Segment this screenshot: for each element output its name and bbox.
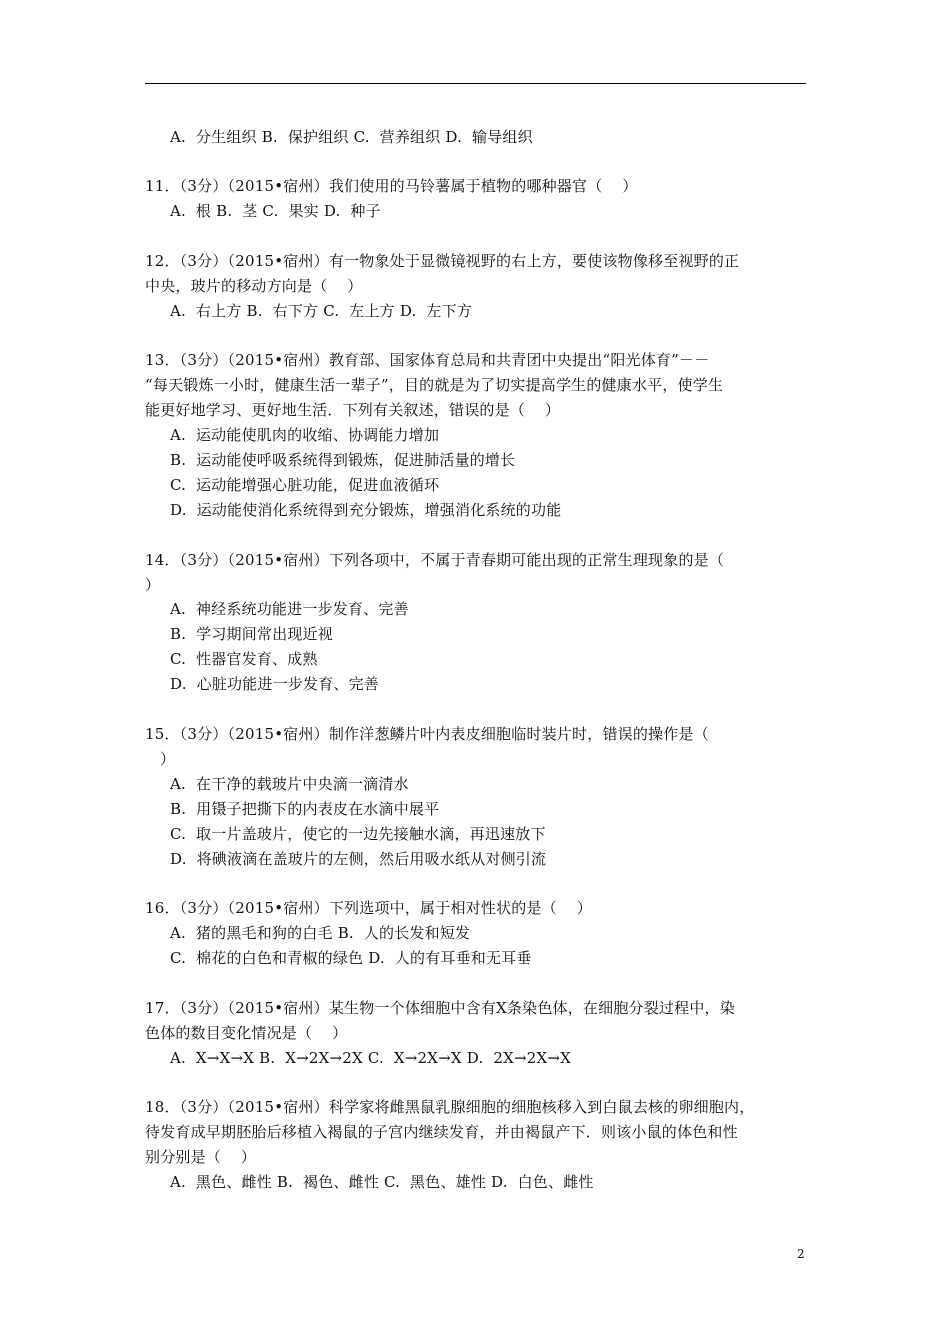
q15-option-c: C. 取一片盖玻片，使它的一边先接触水滴，再迅速放下 — [170, 825, 546, 843]
q12-stem-line1: 12．（3分）（2015•宿州）有一物象处于显微镜视野的右上方，要使该物像移至视野的正 — [145, 252, 740, 270]
q14-stem-line1: 14．（3分）（2015•宿州）下列各项中，不属于青春期可能出现的正常生理现象的是（ — [145, 551, 725, 569]
q13-option-b: B. 运动能使呼吸系统得到锻炼，促进肺活量的增长 — [170, 451, 516, 469]
q14-option-c: C. 性器官发育、成熟 — [170, 650, 318, 668]
q18-stem-line2: 待发育成早期胚胎后移植入褐鼠的子宫内继续发育，并由褐鼠产下．则该小鼠的体色和性 — [145, 1123, 738, 1141]
q14-option-b: B. 学习期间常出现近视 — [170, 625, 333, 643]
q15-stem-line1: 15．（3分）（2015•宿州）制作洋葱鳞片叶内表皮细胞临时装片时，错误的操作是（ — [145, 725, 709, 743]
q15-option-a: A. 在干净的载玻片中央滴一滴清水 — [170, 775, 409, 793]
q14-option-a: A. 神经系统功能进一步发育、完善 — [170, 600, 409, 618]
q16-stem: 16．（3分）（2015•宿州）下列选项中，属于相对性状的是（ ） — [145, 899, 592, 917]
q10-options: A. 分生组织 B. 保护组织 C. 营养组织 D. 输导组织 — [170, 128, 533, 146]
q15-stem-line2: ） — [160, 750, 176, 768]
page-number: 2 — [797, 1247, 805, 1261]
q13-stem-line1: 13．（3分）（2015•宿州）教育部、国家体育总局和共青团中央提出“阳光体育”－－ — [145, 351, 710, 369]
q13-option-a: A. 运动能使肌肉的收缩、协调能力增加 — [170, 426, 440, 444]
q12-options: A. 右上方 B. 右下方 C. 左上方 D. 左下方 — [170, 302, 473, 320]
q16-options-line2: C. 棉花的白色和青椒的绿色 D. 人的有耳垂和无耳垂 — [170, 949, 532, 967]
q15-option-b: B. 用镊子把撕下的内表皮在水滴中展平 — [170, 800, 440, 818]
q14-stem-line2: ） — [145, 576, 161, 594]
q13-stem-line3: 能更好地学习、更好地生活．下列有关叙述，错误的是（ ） — [145, 401, 561, 419]
q18-stem-line1: 18．（3分）（2015•宿州）科学家将雌黑鼠乳腺细胞的细胞核移入到白鼠去核的卵细胞内， — [145, 1098, 755, 1116]
q14-option-d: D. 心脏功能进一步发育、完善 — [170, 675, 379, 693]
header-rule — [145, 83, 806, 84]
q18-stem-line3: 别分别是（ ） — [145, 1148, 257, 1166]
q13-option-d: D. 运动能使消化系统得到充分锻炼，增强消化系统的功能 — [170, 501, 562, 519]
q12-stem-line2: 中央，玻片的移动方向是（ ） — [145, 277, 363, 295]
q17-options: A. X→X→X B. X→2X→2X C. X→2X→X D. 2X→2X→X — [170, 1049, 572, 1067]
q17-stem-line2: 色体的数目变化情况是（ ） — [145, 1024, 348, 1042]
q13-option-c: C. 运动能增强心脏功能，促进血液循环 — [170, 476, 440, 494]
q18-options: A. 黑色、雌性 B. 褐色、雌性 C. 黑色、雄性 D. 白色、雌性 — [170, 1173, 594, 1191]
q13-stem-line2: “每天锻炼一小时，健康生活一辈子”，目的就是为了切实提高学生的健康水平，使学生 — [145, 376, 724, 394]
q11-stem: 11．（3分）（2015•宿州）我们使用的马铃薯属于植物的哪种器官（ ） — [145, 177, 638, 195]
q17-stem-line1: 17．（3分）（2015•宿州）某生物一个体细胞中含有X条染色体，在细胞分裂过程中，染 — [145, 999, 735, 1017]
q16-options-line1: A. 猪的黑毛和狗的白毛 B. 人的长发和短发 — [170, 924, 471, 942]
q15-option-d: D. 将碘液滴在盖玻片的左侧，然后用吸水纸从对侧引流 — [170, 850, 547, 868]
q11-options: A. 根 B. 茎 C. 果实 D. 种子 — [170, 202, 381, 220]
